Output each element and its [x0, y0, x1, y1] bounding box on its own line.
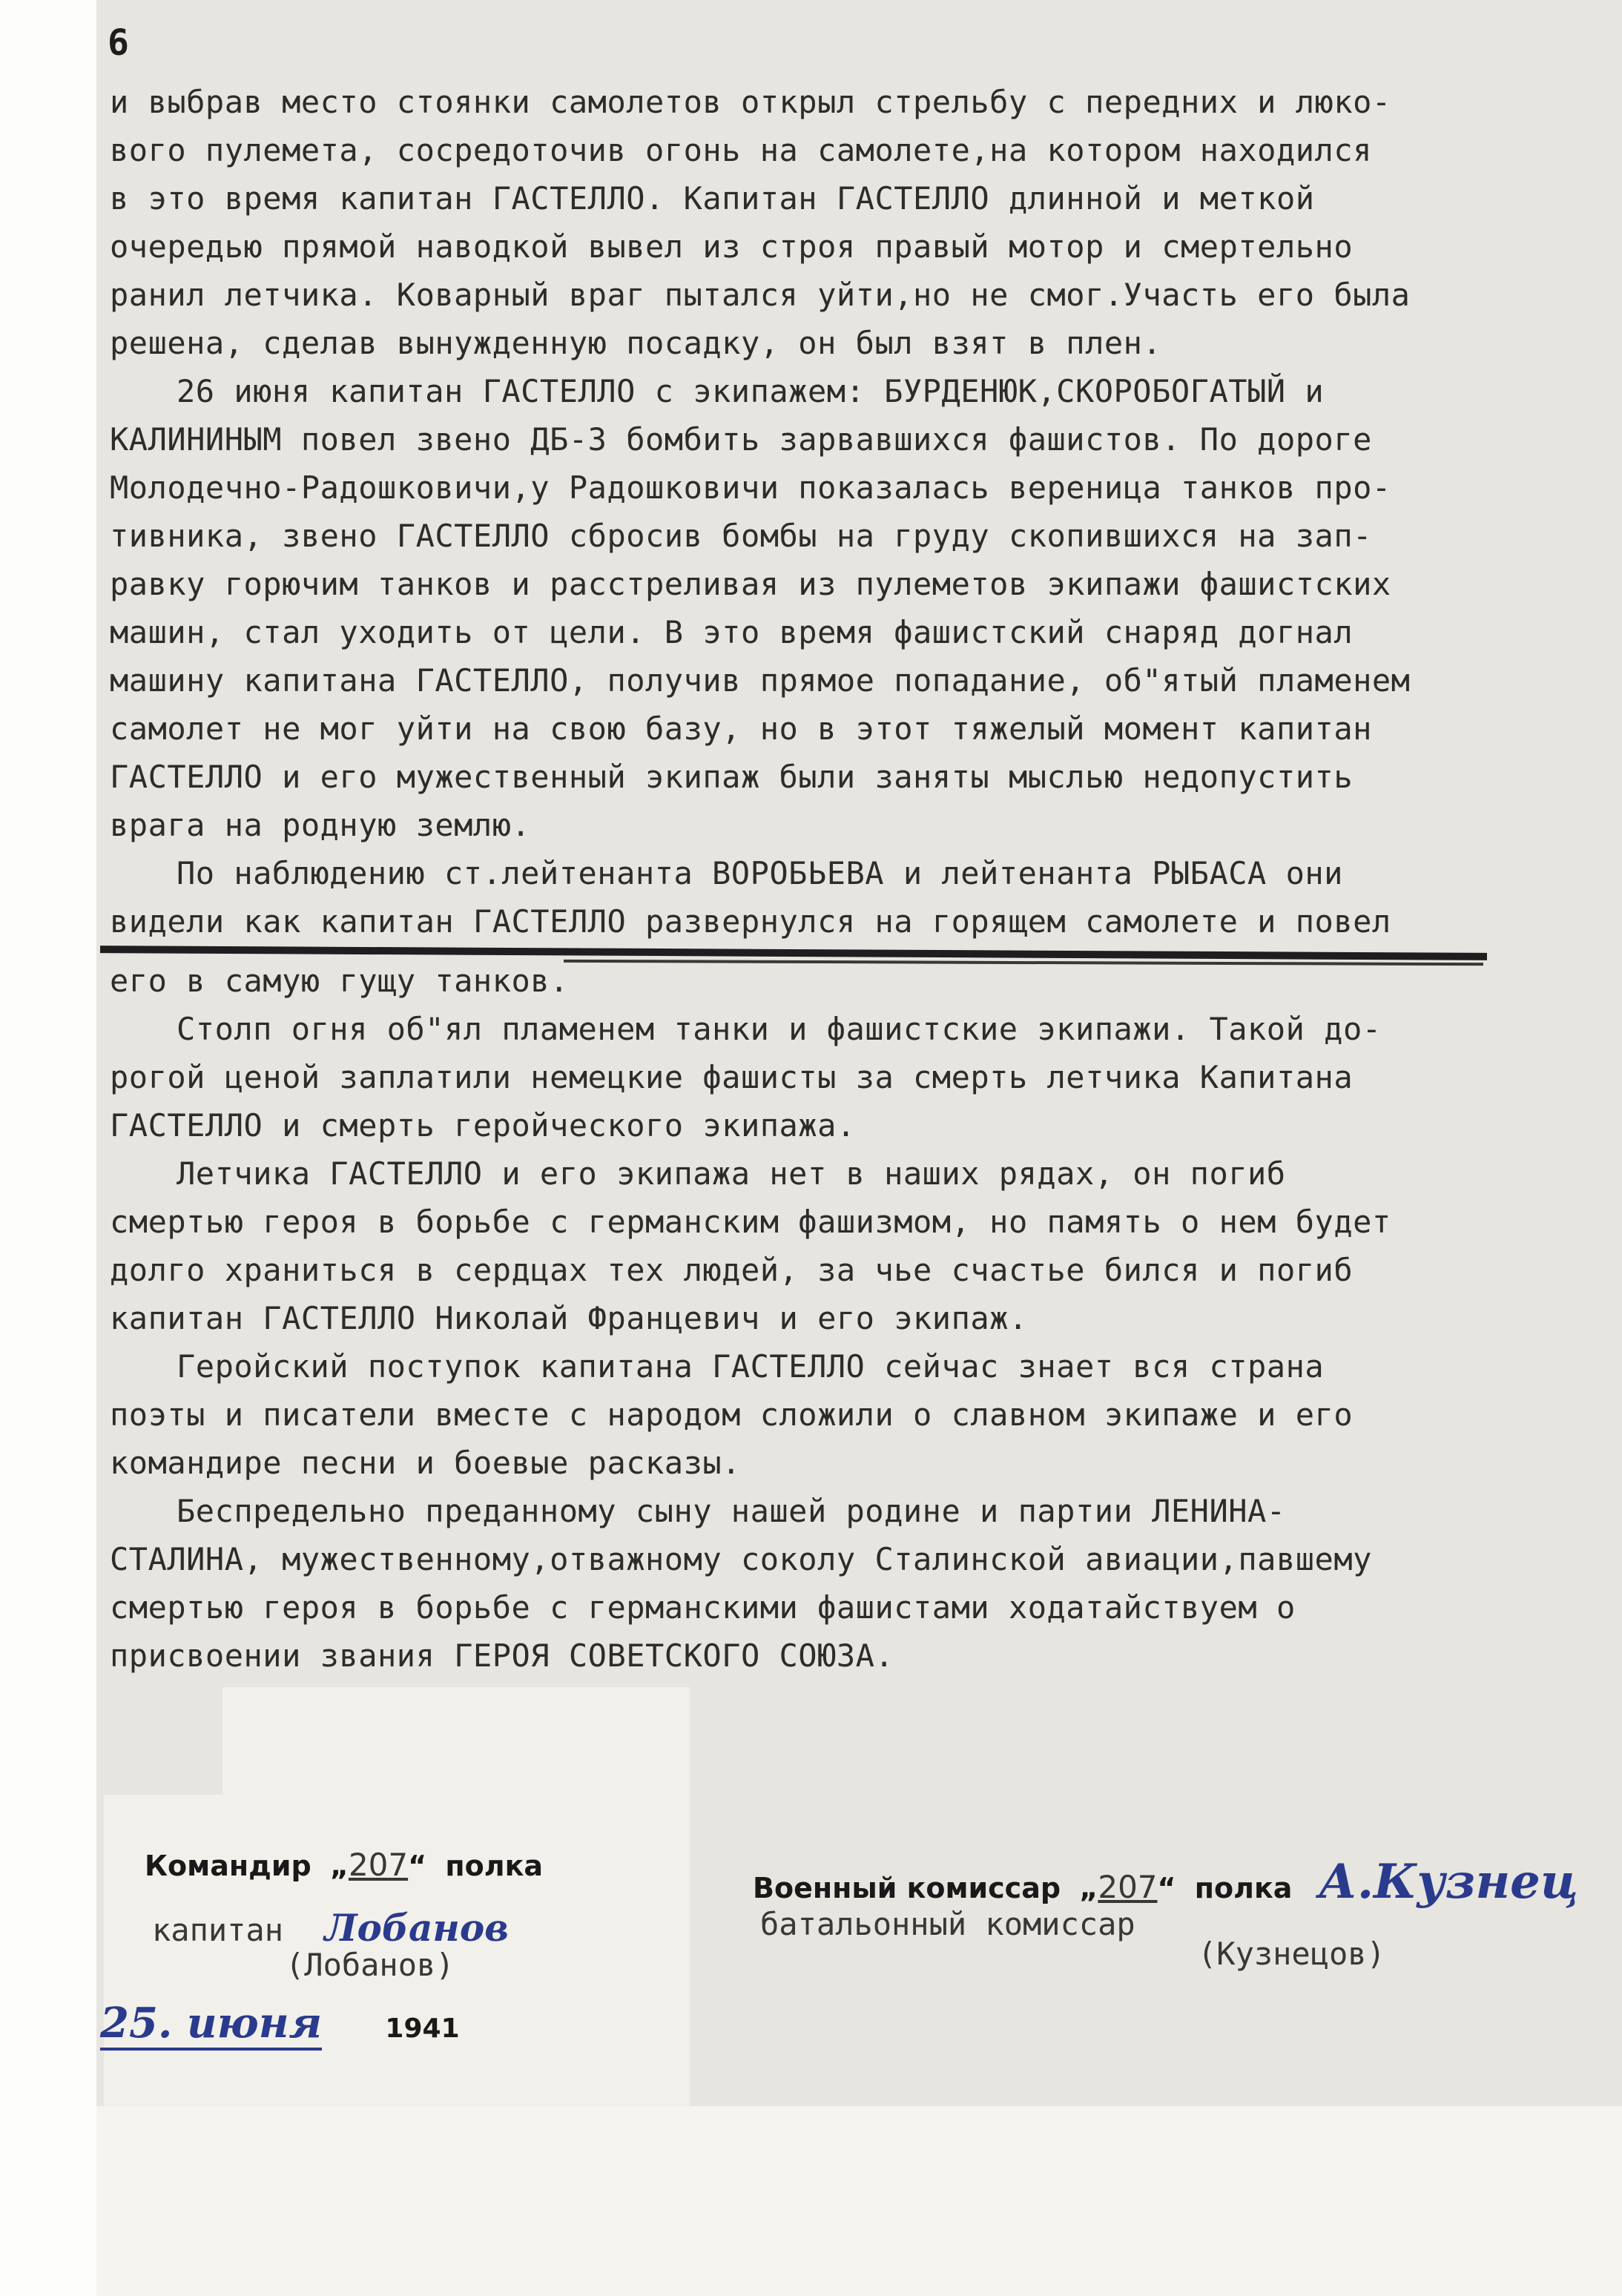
commander-name: (Лобанов) — [286, 1947, 455, 1983]
body-text-line: ГАСТЕЛЛО и его мужественный экипаж были заняты мыслью недопустить — [110, 759, 1354, 795]
commander-date-line — [100, 1999, 545, 2048]
body-text-line: его в самую гущу танков. — [110, 963, 569, 999]
body-text-line: Столп огня об"ял пламенем танки и фашистские экипажи. Такой до- — [177, 1011, 1382, 1047]
body-text-top — [110, 78, 1586, 946]
body-text-line: Беспредельно преданному сыну нашей родине и партии ЛЕНИНА- — [177, 1493, 1286, 1529]
body-text-line: ранил летчика. Коварный враг пытался уйти,но не смог.Участь его была — [110, 277, 1411, 313]
body-text-line: рогой ценой заплатили немецкие фашисты за смерть летчика Капитана — [110, 1059, 1354, 1095]
commissar-title: Военный комиссар — [753, 1872, 1061, 1904]
body-text-line: Геройский поступок капитана ГАСТЕЛЛО сейчас знает вся страна — [177, 1348, 1325, 1385]
body-text-line: в это время капитан ГАСТЕЛЛО. Капитан ГАСТЕЛЛО длинной и меткой — [110, 180, 1315, 217]
body-text-line: Молодечно-Радошковичи,у Радошковичи показалась вереница танков про- — [110, 469, 1391, 506]
commander-regiment-number: 207 — [348, 1847, 409, 1883]
body-text-line: ГАСТЕЛЛО и смерть геройческого экипажа. — [110, 1107, 856, 1144]
commander-signature-block — [145, 1847, 543, 1883]
commissar-signature-block — [753, 1854, 1578, 1910]
body-text-line: видели как капитан ГАСТЕЛЛО развернулся на горящем самолете и повел — [110, 903, 1391, 940]
body-text-bottom — [110, 957, 1586, 1680]
body-text-line: тивника, звено ГАСТЕЛЛО сбросив бомбы на груду скопившихся на зап- — [110, 518, 1372, 554]
body-text-line: смертью героя в борьбе с германскими фашистами ходатайствуем о — [110, 1589, 1296, 1626]
commander-rank: капитан — [152, 1912, 284, 1948]
body-text-line: и выбрав место стоянки самолетов открыл стрельбу с передних и люко- — [110, 84, 1391, 120]
body-text-line: 26 июня капитан ГАСТЕЛЛО с экипажем: БУРДЕНЮК,СКОРОБОГАТЫЙ и — [177, 373, 1325, 409]
body-text-line: очередью прямой наводкой вывел из строя правый мотор и смертельно — [110, 228, 1354, 265]
body-text-line: машину капитана ГАСТЕЛЛО, получив прямое попадание, об"ятый пламенем — [110, 662, 1411, 699]
commissar-regiment-word: полка — [1194, 1872, 1293, 1904]
paper-patch-top — [222, 1687, 690, 1806]
commissar-regiment-open: „ — [1079, 1872, 1098, 1904]
commissar-regiment-number: 207 — [1098, 1869, 1158, 1905]
commander-regiment-close: “ — [408, 1850, 427, 1882]
body-text-line: капитан ГАСТЕЛЛО Николай Францевич и его экипаж. — [110, 1300, 1028, 1336]
body-text-line: командире песни и боевые расказы. — [110, 1445, 741, 1481]
body-text-line: Летчика ГАСТЕЛЛО и его экипажа нет в наших рядах, он погиб — [177, 1155, 1286, 1192]
commander-title: Командир — [145, 1850, 311, 1882]
commissar-name: (Кузнецов) — [1198, 1936, 1385, 1972]
body-text-line: решена, сделав вынужденную посадку, он был взят в плен. — [110, 325, 1162, 361]
body-text-line: присвоении звания ГЕРОЯ СОВЕТСКОГО СОЮЗА. — [110, 1637, 894, 1674]
commander-regiment-word: полка — [445, 1850, 544, 1882]
commander-signature: Лобанов — [324, 1906, 510, 1950]
page-number: 6 — [108, 22, 129, 64]
body-text-line: самолет не мог уйти на свою базу, но в этот тяжелый момент капитан — [110, 710, 1372, 747]
body-text-line: долго храниться в сердцах тех людей, за чье счастье бился и погиб — [110, 1252, 1354, 1288]
page-margin — [96, 2106, 1622, 2296]
body-text-line: По наблюдению ст.лейтенанта ВОРОБЬЕВА и лейтенанта РЫБАСА они — [177, 855, 1343, 891]
body-text-line: машин, стал уходить от цели. В это время фашистский снаряд догнал — [110, 614, 1354, 650]
commander-rank-line — [152, 1906, 509, 1950]
body-text-line: поэты и писатели вместе с народом сложили о славном экипаже и его — [110, 1396, 1354, 1433]
body-text-line: равку горючим танков и расстреливая из пулеметов экипажи фашистских — [110, 566, 1391, 602]
body-text-line: вого пулемета, сосредоточив огонь на самолете,на котором находился — [110, 132, 1372, 168]
body-text-line: смертью героя в борьбе с германским фашизмом, но память о нем будет — [110, 1204, 1391, 1240]
body-text-line: врага на родную землю. — [110, 807, 531, 843]
commissar-rank: батальонный комиссар — [760, 1906, 1135, 1942]
commissar-regiment-close: “ — [1157, 1872, 1176, 1904]
body-text-line: СТАЛИНА, мужественному,отважному соколу Сталинской авиации,павшему — [110, 1541, 1372, 1577]
commander-regiment-open: „ — [329, 1850, 349, 1882]
date-year: 1941 — [385, 2013, 460, 2044]
commissar-signature: А.Кузнец — [1318, 1854, 1579, 1910]
date-handwritten: 25. июня — [100, 1999, 322, 2051]
body-text-line: КАЛИНИНЫМ повел звено ДБ-3 бомбить зарвавшихся фашистов. По дороге — [110, 421, 1372, 458]
